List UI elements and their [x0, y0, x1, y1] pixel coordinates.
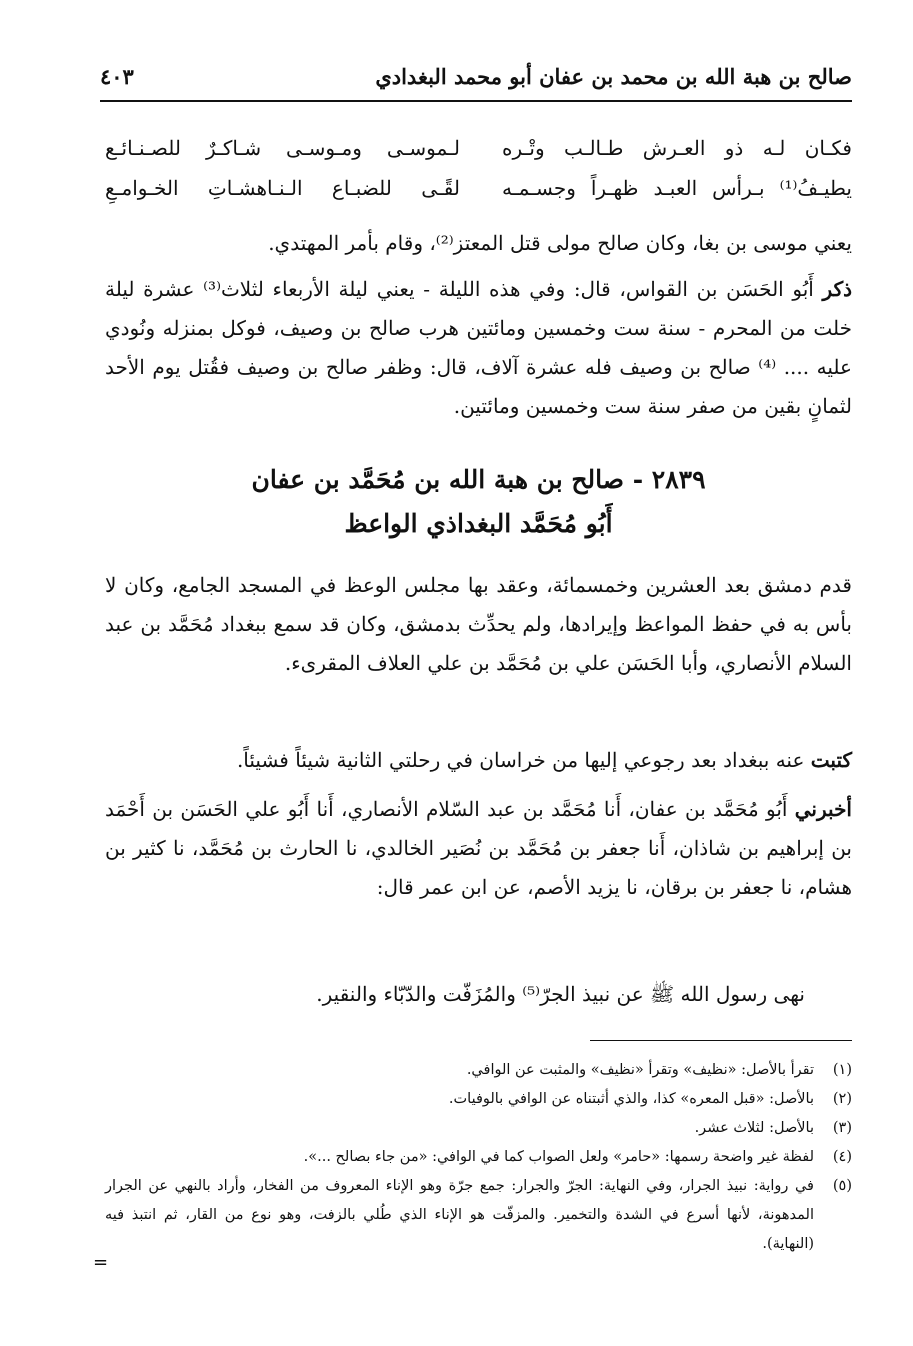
footnote-text: تقرأ بالأصل: «نظيف» وتقرأ «نظيف» والمثبت عن الوافي. [466, 1062, 814, 1078]
footnote-number: (٤) [832, 1149, 852, 1165]
verse-1-second-hemistich: لـموسـى ومـوسـى شـاكـرٌ للصـنـائـع [105, 136, 460, 160]
poem [105, 128, 852, 208]
paragraph-body: عنه ببغداد بعد رجوعي إليها من خراسان في رحلتي الثانية شيئاً فشيئاً. [236, 748, 811, 772]
footnote-3 [105, 1114, 852, 1143]
footnote-text: بالأصل: «قبل المعره» كذا، والذي أثبتناه عن الوافي بالوفيات. [448, 1091, 814, 1107]
paragraph-lead-word: كتبت [810, 748, 852, 772]
paragraph-explanation: يعني موسى بن بغا، وكان صالح مولى قتل المعتز⁽²⁾، وقام بأمر المهتدي. [268, 231, 852, 255]
paragraph-kataba [105, 741, 852, 780]
footnote-2 [105, 1085, 852, 1114]
footnote-text: في رواية: نبيذ الجرار، وفي النهاية: الجرّ والجرار: جمع جرّة وهو الإناء المعروف من الفخار، وأراد بالنهي عن الجرار المدهونة، لأنها أسرع في الشدة والتخمير. والمزفّت هو الإناء الذي طُلي بالزفت، وهو نوع من القار، ثم انتبذ فيه (النهاية). [105, 1178, 814, 1252]
margin-mark: = [93, 1252, 109, 1273]
footnote-number: (٢) [832, 1091, 852, 1107]
entry-heading [105, 458, 852, 546]
verse-2 [105, 168, 852, 208]
footnote-number: (٥) [832, 1178, 852, 1194]
page-number: ٤٠٣ [100, 64, 134, 89]
paragraph-lead-word: أخبرني [794, 797, 852, 821]
paragraph-body: أَبُو الحَسَن بن القواس، قال: وفي هذه الليلة - يعني ليلة الأربعاء لثلاث⁽³⁾ عشرة ليلة خلت من المحرم - سنة ست وخمسين ومائتين هرب صالح بن وصيف، فوكل بمنزله ونُودي عليه .... ⁽⁴⁾ صالح بن وصيف فله عشرة آلاف، قال: وظفر صالح بن وصيف فقُتل يوم الأحد لثمانٍ بقين من صفر سنة ست وخمسين ومائتين. [105, 277, 852, 418]
footnote-separator [590, 1040, 852, 1041]
footnote-number: (٣) [832, 1120, 852, 1136]
paragraph-lead-word: ذكر [822, 277, 852, 301]
verse-1-first-hemistich: فكـان لـه ذو العـرش طـالـب وتْـره [502, 136, 852, 160]
paragraph-ibn-qawwas [105, 270, 852, 426]
footnote-text: لفظة غير واضحة رسمها: «حامر» ولعل الصواب كما في الوافي: «من جاء بصالح ...». [303, 1149, 814, 1165]
paragraph-isnad [105, 790, 852, 907]
running-title: صالح بن هبة الله بن محمد بن عفان أبو محمد البغدادي [375, 64, 852, 89]
verse-1 [105, 128, 852, 168]
paragraph-hadith: نهى رسول الله ﷺ عن نبيذ الجرّ⁽⁵⁾ والمُزَفّت والدّبّاء والنقير. [316, 982, 805, 1006]
entry-heading-line-2: أَبُو مُحَمَّد البغداذي الواعظ [344, 509, 613, 538]
verse-2-first-hemistich: يطيـفُ⁽¹⁾ بـرأس العبـد ظهـراً وجسـمـه [502, 176, 852, 200]
verse-2-second-hemistich: لقًـى للضبـاع الـنـاهشـاتِ الخـوامـعِ [105, 176, 460, 200]
paragraph-body: أَبُو مُحَمَّد بن عفان، أَنا مُحَمَّد بن عبد السّلام الأنصاري، أَنا أَبُو علي الحَسَن بن أَحْمَد بن إبراهيم بن شاذان، أَنا جعفر بن مُحَمَّد بن نُصَير الخالدي، نا الحارث بن مُحَمَّد، نا كثير بن هشام، نا جعفر بن برقان، نا يزيد الأصم، عن ابن عمر قال: [105, 797, 852, 899]
footnotes [105, 1056, 852, 1259]
footnote-4 [105, 1143, 852, 1172]
footnote-1 [105, 1056, 852, 1085]
entry-heading-line-1: ٢٨٣٩ - صالح بن هبة الله بن مُحَمَّد بن عفان [251, 465, 706, 494]
page-header [100, 58, 852, 102]
paragraph-biography: قدم دمشق بعد العشرين وخمسمائة، وعقد بها مجلس الوعظ في المسجد الجامع، وكان لا بأس به في حفظ المواعظ وإيرادها، ولم يحدِّث بدمشق، وكان قد سمع ببغداد مُحَمَّد بن عبد السلام الأنصاري، وأبا الحَسَن علي بن مُحَمَّد بن علي العلاف المقرىء. [105, 573, 852, 675]
footnote-5 [105, 1172, 852, 1259]
footnote-number: (١) [832, 1062, 852, 1078]
footnote-text: بالأصل: لثلاث عشر. [694, 1120, 814, 1136]
